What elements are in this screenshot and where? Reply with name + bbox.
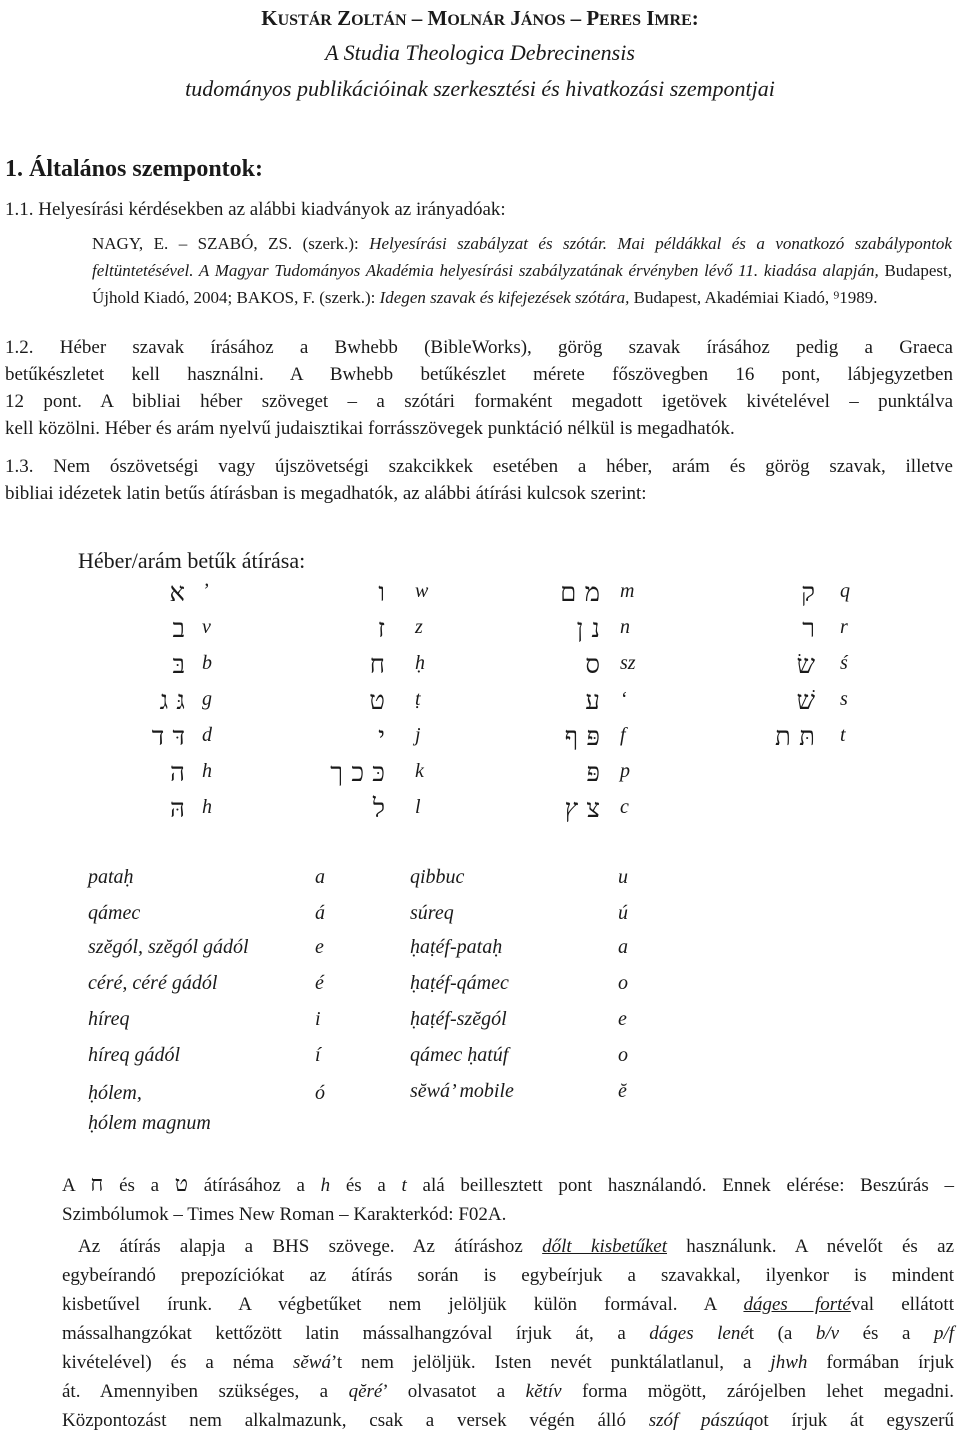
vowel-value: ú xyxy=(618,902,628,924)
latin-transliteration: d xyxy=(202,724,212,746)
title-line-1: A Studia Theologica Debrecinensis xyxy=(325,40,635,65)
latin-transliteration: h xyxy=(202,760,212,782)
vowel-name: ḥólem magnum xyxy=(88,1112,211,1134)
hebrew-letter: דּ ד xyxy=(151,722,185,752)
hebrew-letter: ה xyxy=(170,758,185,788)
footnote-paragraph-2: Az átírás alapja a BHS szövege. Az átíráshoz dőlt kisbetűket használunk. A névelőt és az egybeírandó prepozíciókat az átírás során is egybeírjuk a szavakkal, ilyenkor is mindent kisbetűvel írunk. A végbetűket nem jelöljük külön formával. A dáges fortéval ellátott mássalhangzókat kettőzött latin mássalhangzóval írjuk át, a dáges lenét (a b/v és a p/f kivételével) és a néma sĕwá’t nem jelöljük. Isten nevét punktálatlanul, a jhwh formában írjuk át. Amennyiben szükséges, a qĕré’ olvasatot a kĕtív forma mögött, zárójelben lehet megadni. Központozást nem alkalmazunk, csak a versek végén álló szóf pászúqot írjuk át egyszerű xyxy=(62,1236,955,1431)
hebrew-letter: ל xyxy=(372,794,385,824)
paragraph-1-2: 1.2. Héber szavak írásához a Bwhebb (BibleWorks), görög szavak írásához pedig a Graeca betűkészletet kell használni. A Bwhebb betűkészlet mérete főszövegben 16 pont, lábjegyzetben 12 pont. A bibliai héber szöveget – a szótári formaként megadott igetövek kivételével – punktálva kell közölni. Héber és arám nyelvű judaisztikai forrásszövegek punktáció nélkül is megadhatók. xyxy=(5,337,953,439)
hebrew-letter: ע xyxy=(585,686,600,716)
author-2: MOLNÁR JÁNOS xyxy=(427,6,566,30)
latin-transliteration: ṭ xyxy=(415,688,421,710)
vowel-name: qibbuc xyxy=(410,866,465,888)
hebrew-letter: בּ xyxy=(172,650,185,680)
latin-transliteration: ḥ xyxy=(415,652,425,674)
latin-transliteration: l xyxy=(415,796,421,818)
vowel-name: híreq gádól xyxy=(88,1044,181,1066)
vowel-name: ḥaṭéf-szĕgól xyxy=(410,1008,507,1030)
hebrew-transliteration-table xyxy=(0,580,960,840)
latin-transliteration: g xyxy=(202,688,212,710)
hebrew-letter: פּ xyxy=(586,758,600,788)
vowel-name: súreq xyxy=(410,902,454,924)
vowel-name: híreq xyxy=(88,1008,130,1030)
hebrew-letter: י xyxy=(378,722,385,752)
author-3: PERES IMRE xyxy=(586,6,692,30)
footnote-paragraph-1: A ח és a ט átírásához a h és a t alá beillesztett pont használandó. Ennek elérése: Beszúrás – Szimbólumok – Times New Roman – Karakterkód: F02A. xyxy=(62,1172,954,1225)
hebrew-letter: שׂ xyxy=(796,650,815,680)
vowel-value: ĕ xyxy=(618,1080,627,1102)
paragraph-1-1: 1.1. Helyesírási kérdésekben az alábbi kiadványok az irányadóak: xyxy=(5,199,506,220)
vowel-value: o xyxy=(618,972,628,994)
hebrew-letter: נ ן xyxy=(576,614,600,644)
hebrew-letter: ו xyxy=(378,578,385,608)
vowel-name: sĕwá’ mobile xyxy=(410,1080,514,1102)
vowel-name: céré, céré gádól xyxy=(88,972,218,994)
latin-transliteration: ś xyxy=(840,652,848,674)
hebrew-letter: ט xyxy=(369,686,385,716)
paragraph-1-3: 1.3. Nem ószövetségi vagy újszövetségi szakcikkek esetében a héber, arám és görög szavak, illetve bibliai idézetek latin betűs átírásban is megadhatók, az alábbi átírási kulcsok szerint: xyxy=(5,456,953,504)
hebrew-letter: תּ ת xyxy=(775,722,815,752)
hebrew-letter: מ ם xyxy=(560,578,600,608)
vowel-value: e xyxy=(315,936,324,958)
transliteration-title: Héber/arám betűk átírása: xyxy=(78,548,306,573)
latin-transliteration: j xyxy=(415,724,421,746)
author-1: KUSTÁR ZOLTÁN xyxy=(261,6,407,30)
hebrew-letter: צ ץ xyxy=(564,794,600,824)
latin-transliteration: sz xyxy=(620,652,636,674)
latin-transliteration: h xyxy=(202,796,212,818)
vowel-value: i xyxy=(315,1008,321,1030)
authors-line: KUSTÁR ZOLTÁN – MOLNÁR JÁNOS – PERES IMRE: xyxy=(261,6,699,30)
vowel-value: í xyxy=(315,1044,321,1066)
title-line-2: tudományos publikációinak szerkesztési és hivatkozási szempontjai xyxy=(185,76,775,101)
latin-transliteration: q xyxy=(840,580,850,602)
vowel-name: qámec xyxy=(88,902,141,924)
vowel-name: ḥaṭéf-qámec xyxy=(410,972,509,994)
vowel-value: o xyxy=(618,1044,628,1066)
latin-transliteration: z xyxy=(415,616,423,638)
latin-transliteration: v xyxy=(202,616,211,638)
latin-transliteration: n xyxy=(620,616,630,638)
latin-transliteration: k xyxy=(415,760,424,782)
vowel-value: é xyxy=(315,972,324,994)
latin-transliteration: p xyxy=(620,760,630,782)
latin-transliteration: b xyxy=(202,652,212,674)
hebrew-letter: הּ xyxy=(170,794,185,824)
vowel-value: u xyxy=(618,866,628,888)
vowel-name: ḥólem, xyxy=(88,1082,142,1104)
vowel-value: á xyxy=(315,902,325,924)
hebrew-letter: ר xyxy=(802,614,815,644)
section-heading: 1. Általános szempontok: xyxy=(5,156,264,182)
vowel-name: szĕgól, szĕgól gádól xyxy=(88,936,249,958)
hebrew-letter: כּ כ ך xyxy=(330,758,385,788)
hebrew-letter: ח xyxy=(369,650,385,680)
vowel-name: pataḥ xyxy=(88,866,134,888)
hebrew-letter: ס xyxy=(585,650,600,680)
vowel-name: ḥaṭéf-pataḥ xyxy=(410,936,503,958)
latin-transliteration: ʼ xyxy=(202,580,209,602)
vowel-value: e xyxy=(618,1008,627,1030)
hebrew-letter: שׁ xyxy=(796,686,815,716)
reference-block: NAGY, E. – SZABÓ, ZS. (szerk.): Helyesírási szabályzat és szótár. Mai példákkal és a vonatkozó szabálypontok feltüntetésével. A Magyar Tudományos Akadémia helyesírási szabályzatának érvényben lévő 11. kiadása alapján, Budapest, Újhold Kiadó, 2004; BAKOS, F. (szerk.): Idegen szavak és kifejezések szótára, Budapest, Akadémiai Kiadó, ⁹1989. xyxy=(92,234,952,307)
latin-transliteration: c xyxy=(620,796,629,818)
vowel-name: qámec ḥatúf xyxy=(410,1044,509,1066)
vowel-value: ó xyxy=(315,1082,325,1104)
hebrew-letter: א xyxy=(169,578,185,608)
vowel-value: a xyxy=(315,866,325,888)
latin-transliteration: s xyxy=(840,688,848,710)
hebrew-letter: פּ ף xyxy=(564,722,600,752)
latin-transliteration: f xyxy=(620,724,626,746)
latin-transliteration: m xyxy=(620,580,635,602)
latin-transliteration: t xyxy=(840,724,846,746)
hebrew-letter: גּ ג xyxy=(159,686,185,716)
latin-transliteration: w xyxy=(415,580,429,602)
latin-transliteration: r xyxy=(840,616,848,638)
latin-transliteration: ʻ xyxy=(620,688,627,710)
hebrew-letter: ז xyxy=(377,614,385,644)
hebrew-letter: ק xyxy=(801,578,815,608)
hebrew-letter: ב xyxy=(172,614,185,644)
vowel-value: a xyxy=(618,936,628,958)
